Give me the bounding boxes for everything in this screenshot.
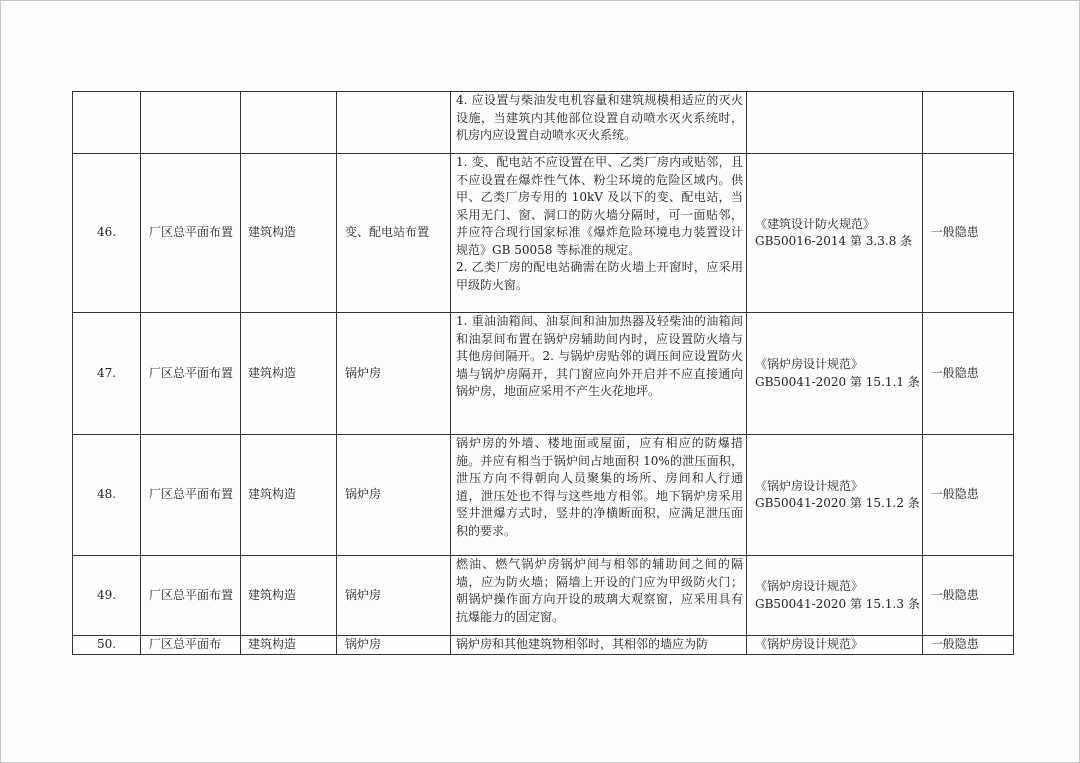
area-cell: 厂区总平面布置 xyxy=(141,435,241,556)
basis-title: 《锅炉房设计规范》 xyxy=(755,478,864,493)
hazard-level-cell: 一般隐患 xyxy=(922,313,1013,435)
table-row xyxy=(73,636,1014,655)
requirement-text: 锅炉房的外墙、楼地面或屋面，应有相应的防爆措施。并应有相当于锅炉间占地面积 10%的泄压面积，泄压方向不得朝向人员聚集的场所、房间和人行通道，泄压处也不得与这些地方相邻。地下锅炉房采用竖井泄爆方式时，竖井的净横断面积，应满足泄压面积的要求。 xyxy=(456,436,743,538)
basis-title: 《锅炉房设计规范》 xyxy=(755,357,864,371)
item-cell: 锅炉房 xyxy=(337,556,451,636)
category-cell: 建筑构造 xyxy=(241,154,337,313)
requirement-cell xyxy=(451,154,747,313)
table-row xyxy=(73,556,1014,636)
row-number: 49. xyxy=(73,556,141,636)
item-cell xyxy=(337,92,451,154)
row-number: 50. xyxy=(73,636,141,655)
area-cell: 厂区总平面布置 xyxy=(141,556,241,636)
row-number: 48. xyxy=(73,435,141,556)
basis-code: GB50041-2020 第 15.1.2 条 xyxy=(755,496,920,510)
basis-code: GB50016-2014 第 3.3.8 条 xyxy=(755,234,913,248)
table-row xyxy=(73,154,1014,313)
basis-code: GB50041-2020 第 15.1.1 条 xyxy=(755,374,920,389)
hazard-level-cell xyxy=(922,92,1013,154)
requirement-text: 锅炉房和其他建筑物相邻时，其相邻的墙应为防 xyxy=(456,637,709,651)
basis-title: 《锅炉房设计规范》 xyxy=(755,637,864,651)
basis-title: 《建筑设计防火规范》 xyxy=(755,216,876,231)
area-cell: 厂区总平面布 xyxy=(141,636,241,655)
basis-title: 《锅炉房设计规范》 xyxy=(755,579,864,593)
basis-cell xyxy=(747,92,923,154)
category-cell: 建筑构造 xyxy=(241,313,337,435)
table-row xyxy=(73,313,1014,435)
hazard-standards-table xyxy=(72,91,1014,655)
area-cell: 厂区总平面布置 xyxy=(141,154,241,313)
requirement-text: 2. 乙类厂房的配电站确需在防火墙上开窗时，应采用甲级防火窗。 xyxy=(456,260,743,292)
requirement-text: 燃油、燃气锅炉房锅炉间与相邻的辅助间之间的隔墙，应为防火墙；隔墙上开设的门应为甲级防火门；朝锅炉操作面方向开设的玻璃大观察窗，应采用具有抗爆能力的固定窗。 xyxy=(456,557,743,624)
item-cell: 锅炉房 xyxy=(337,636,451,655)
requirement-cell xyxy=(451,556,747,636)
category-cell: 建筑构造 xyxy=(241,636,337,655)
requirement-cell xyxy=(451,92,747,154)
category-cell xyxy=(241,92,337,154)
hazard-level-cell: 一般隐患 xyxy=(922,636,1013,655)
row-number: 46. xyxy=(73,154,141,313)
basis-cell xyxy=(747,313,923,435)
requirement-text: 4. 应设置与柴油发电机容量和建筑规模相适应的灭火设施，当建筑内其他部位设置自动喷水灭火系统时，机房内应设置自动喷水灭火系统。 xyxy=(456,93,743,142)
requirement-cell xyxy=(451,636,747,655)
hazard-level-cell: 一般隐患 xyxy=(922,556,1013,636)
row-number: 47. xyxy=(73,313,141,435)
hazard-level-cell: 一般隐患 xyxy=(922,435,1013,556)
basis-code: GB50041-2020 第 15.1.3 条 xyxy=(755,596,920,611)
category-cell: 建筑构造 xyxy=(241,435,337,556)
table-row xyxy=(73,92,1014,154)
item-cell: 锅炉房 xyxy=(337,313,451,435)
requirement-cell xyxy=(451,435,747,556)
basis-cell xyxy=(747,636,923,655)
table-row xyxy=(73,435,1014,556)
basis-cell xyxy=(747,154,923,313)
hazard-level-cell: 一般隐患 xyxy=(922,154,1013,313)
row-number xyxy=(73,92,141,154)
category-cell: 建筑构造 xyxy=(241,556,337,636)
requirement-cell xyxy=(451,313,747,435)
requirement-text: 1. 变、配电站不应设置在甲、乙类厂房内或贴邻，且不应设置在爆炸性气体、粉尘环境的危险区域内。供甲、乙类厂房专用的 10kV 及以下的变、配电站，当采用无门、窗、洞口的防火墙分隔时，可一面贴邻，并应符合现行国家标准《爆炸危险环境电力装置设计规范》GB 50058 等标准的规定。 xyxy=(456,155,743,257)
item-cell: 锅炉房 xyxy=(337,435,451,556)
item-cell: 变、配电站布置 xyxy=(337,154,451,313)
basis-cell xyxy=(747,435,923,556)
area-cell: 厂区总平面布置 xyxy=(141,313,241,435)
basis-cell xyxy=(747,556,923,636)
requirement-text: 1. 重油油箱间、油泵间和油加热器及轻柴油的油箱间和油泵间布置在锅炉房辅助间内时，应设置防火墙与其他房间隔开。2. 与锅炉房贴邻的调压间应设置防火墙与锅炉房隔开，其门窗应向外开启并不应直接通向锅炉房，地面应采用不产生火花地坪。 xyxy=(456,314,743,398)
area-cell xyxy=(141,92,241,154)
